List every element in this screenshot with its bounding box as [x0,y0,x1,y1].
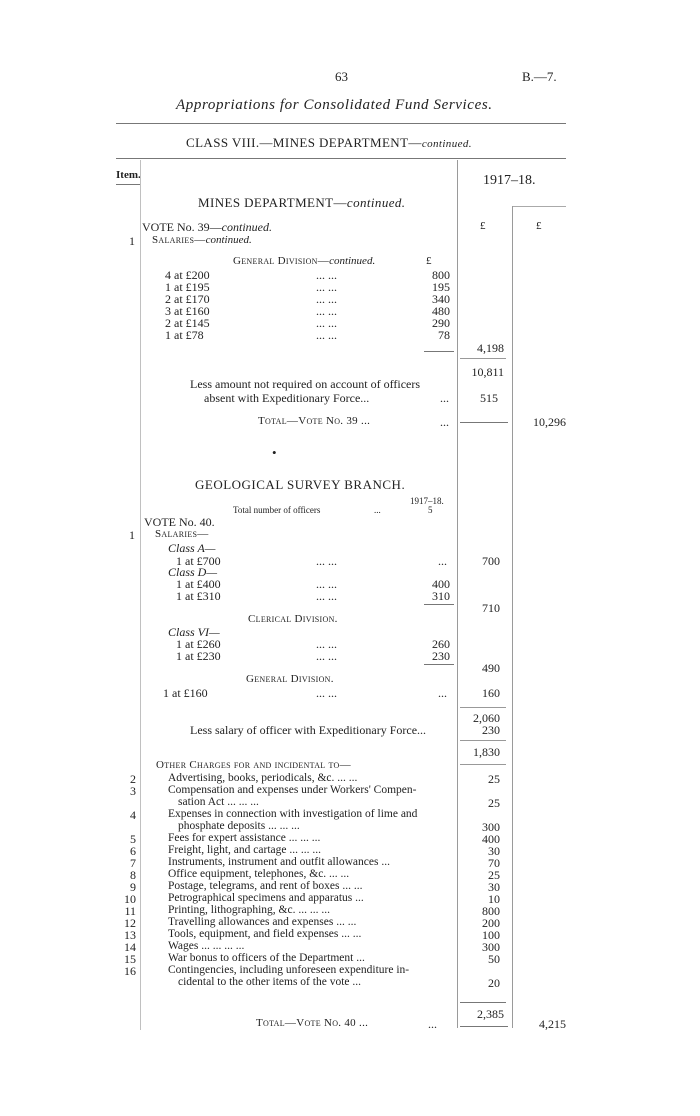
other-charges-total: 2,385 [477,1007,504,1021]
year-column-header: 1917–18. [483,173,536,188]
other-charge-amount: 30 [488,844,500,858]
geo-less-rule [460,740,506,741]
other-charge-number: 15 [124,952,136,966]
other-charge-text: Wages ... ... ... ... [168,940,245,952]
other-charge-amount: 200 [482,916,500,930]
mines-row-leader: ... ... [316,328,337,342]
total-column-rule [512,206,513,1028]
vote-39-total-leader: ... [440,415,449,429]
class-heading-continued: continued. [421,138,472,150]
mines-row-amount: 340 [432,292,450,306]
class-vi-row-amount: 260 [432,637,450,651]
other-charge-amount: 70 [488,856,500,870]
general-row-amount: 160 [482,686,500,700]
other-charge-number: 7 [130,856,136,870]
other-charge-text: Instruments, instrument and outfit allowances ... [168,856,390,868]
geo-item-number: 1 [129,528,135,542]
geo-heading: GEOLOGICAL SURVEY BRANCH. [195,477,406,492]
geo-salaries-total: 2,060 [473,711,500,725]
other-charge-text: Compensation and expenses under Workers' Compen- [168,784,417,796]
other-charge-number: 5 [130,832,136,846]
other-charge-amount: 100 [482,928,500,942]
mines-row-label: 2 at £170 [165,292,210,306]
pound-header-1: £ [480,220,486,232]
geo-less-amount: 230 [482,723,500,737]
mines-row-amount: 290 [432,316,450,330]
other-charge-text: Freight, light, and cartage ... ... ... [168,844,321,856]
other-charge-amount: 25 [488,772,500,786]
class-rule [116,158,566,159]
class-d-row-amount: 400 [432,577,450,591]
other-charge-text: phosphate deposits ... ... ... [178,820,300,832]
other-charge-number: 8 [130,868,136,882]
clerical-division-label: Clerical Division. [248,613,338,625]
other-charge-amount: 50 [488,952,500,966]
class-d-row-label: 1 at £310 [176,589,221,603]
vote-39-main: VOTE No. 39— [142,220,222,234]
mines-heading [198,196,405,209]
class-heading [186,136,472,150]
other-charge-text: Expenses in connection with investigation of lime and [168,808,418,820]
mines-item-number: 1 [129,234,135,248]
mines-row-leader: ... ... [316,316,337,330]
class-d-total: 710 [482,601,500,615]
other-charge-amount: 800 [482,904,500,918]
officers-year: 1917–18. [410,496,444,506]
other-charge-amount: 25 [488,796,500,810]
other-charge-number: 10 [124,892,136,906]
vote-40-label: VOTE No. 40. [144,515,215,529]
other-charge-number: 13 [124,928,136,942]
other-charge-text: Petrographical specimens and apparatus ... [168,892,364,904]
general-division-heading: General Division. [246,673,334,685]
mines-rows-rule [424,351,454,352]
mines-row-leader: ... ... [316,280,337,294]
other-charges-heading: Other Charges for and incidental to— [156,759,351,771]
class-vi-row-amount: 230 [432,649,450,663]
mines-row-leader: ... ... [316,292,337,306]
mines-subtotal: 4,198 [477,341,504,355]
general-row-label: 1 at £160 [163,686,208,700]
geo-salaries-label: Salaries— [155,528,209,540]
mines-row-amount: 78 [438,328,450,342]
mines-row-label: 1 at £195 [165,280,210,294]
class-a-amount: 700 [482,554,500,568]
item-header-rule [116,184,140,185]
item-column-rule [140,160,141,1030]
class-d-row-amount: 310 [432,589,450,603]
header-rule [116,123,566,124]
salaries-label [152,235,252,246]
mines-row-label: 1 at £78 [165,328,204,342]
mines-less-amount: 515 [480,391,498,405]
class-heading-main: CLASS VIII.—MINES DEPARTMENT— [186,135,422,150]
mines-row-amount: 195 [432,280,450,294]
other-charge-text: Fees for expert assistance ... ... ... [168,832,321,844]
vote-39-continued: continued. [221,220,272,234]
mines-row-amount: 800 [432,268,450,282]
other-charge-amount: 10 [488,892,500,906]
class-a-label: Class A— [168,541,216,555]
other-charge-number: 11 [124,904,136,918]
vote-39-total-label: Total—Vote No. 39 ... [258,415,371,427]
class-d-label: Class D— [168,565,218,579]
other-charge-text: Printing, lithographing, &c. ... ... ... [168,904,330,916]
pound-header-2: £ [536,220,542,232]
mines-row-leader: ... ... [316,268,337,282]
geo-less-label: Less salary of officer with Expeditionary Force... [190,723,427,737]
other-charge-number: 3 [130,784,136,798]
mines-heading-continued: continued. [346,195,406,210]
mines-heading-main: MINES DEPARTMENT— [198,195,347,210]
general-division-label [233,256,375,267]
other-charge-text: Tools, equipment, and field expenses ... ... [168,928,362,940]
general-row-leader: ... ... [316,686,337,700]
officers-label: Total number of officers [233,505,321,515]
geo-net-salaries: 1,830 [473,745,500,759]
other-charges-rule [460,1002,506,1003]
other-charge-number: 4 [130,808,136,822]
other-charge-text: Office equipment, telephones, &c. ... ... [168,868,350,880]
mines-row-label: 3 at £160 [165,304,210,318]
salaries-continued: continued. [205,234,252,246]
class-vi-total: 490 [482,661,500,675]
other-charge-amount: 300 [482,940,500,954]
general-division-main: General Division— [233,255,330,267]
class-d-row-label: 1 at £400 [176,577,221,591]
mines-row-label: 4 at £200 [165,268,210,282]
vote-40-total-rule [460,1026,508,1027]
class-vi-row-label: 1 at £260 [176,637,221,651]
class-vi-row-leader: ... ... [316,649,337,663]
vote-39-total-rule [460,422,508,423]
mines-row-amount: 480 [432,304,450,318]
other-charge-amount: 400 [482,832,500,846]
mines-less-line-1: Less amount not required on account of officers [190,377,421,391]
other-charge-text: Travelling allowances and expenses ... ... [168,916,357,928]
other-charge-number: 16 [124,964,136,978]
salaries-total-rule [460,707,506,708]
other-charge-number: 14 [124,940,136,954]
class-d-row-leader: ... ... [316,577,337,591]
class-a-row-leader-end: ... [438,554,447,568]
class-vi-label: Class VI— [168,625,220,639]
other-charge-number: 12 [124,916,136,930]
vote-39-total-amount: 10,296 [533,415,566,429]
general-division-continued: continued. [329,255,376,267]
year-header-rule [513,206,566,207]
page-title: Appropriations for Consolidated Fund Services. [176,97,493,113]
mines-row-leader: ... ... [316,304,337,318]
other-charge-text: Advertising, books, periodicals, &c. ... ... [168,772,358,784]
officers-count: 5 [428,505,433,515]
mines-less-leader: ... [440,391,449,405]
general-row-leader-end: ... [438,686,447,700]
page-number: 63 [335,69,348,84]
mines-pound-sign: £ [426,255,432,267]
mines-gross: 10,811 [471,365,504,379]
class-vi-row-label: 1 at £230 [176,649,221,663]
class-a-row-leader: ... ... [316,554,337,568]
salaries-main: Salaries— [152,234,206,246]
other-charge-number: 6 [130,844,136,858]
other-charge-amount: 25 [488,868,500,882]
vote-39-label [142,221,272,233]
class-d-rule [424,604,454,605]
vote-40-total-amount: 4,215 [539,1017,566,1031]
officers-leader: ... [374,505,381,515]
other-charge-number: 9 [130,880,136,894]
bullet-mark: • [272,445,277,460]
other-charge-text: War bonus to officers of the Department ... [168,952,365,964]
other-charge-amount: 30 [488,880,500,894]
other-charge-text: cidental to the other items of the vote ... [178,976,361,988]
vote-40-total-label: Total—Vote No. 40 ... [256,1017,369,1029]
class-vi-rule [424,664,454,665]
other-charge-text: sation Act ... ... ... [178,796,259,808]
other-charge-amount: 300 [482,820,500,834]
document-reference: B.—7. [522,69,557,84]
class-vi-row-leader: ... ... [316,637,337,651]
other-charge-text: Postage, telegrams, and rent of boxes ... ... [168,880,363,892]
other-charge-amount: 20 [488,976,500,990]
mines-subtotal-rule [460,358,506,359]
other-charge-number: 2 [130,772,136,786]
vote-40-total-leader: ... [428,1017,437,1031]
class-a-row-label: 1 at £700 [176,554,221,568]
item-column-header: Item. [116,169,141,181]
net-salaries-rule [460,764,506,765]
mines-less-line-2: absent with Expeditionary Force... [204,391,370,405]
other-charge-text: Contingencies, including unforeseen expenditure in- [168,964,410,976]
mines-row-label: 2 at £145 [165,316,210,330]
class-d-row-leader: ... ... [316,589,337,603]
